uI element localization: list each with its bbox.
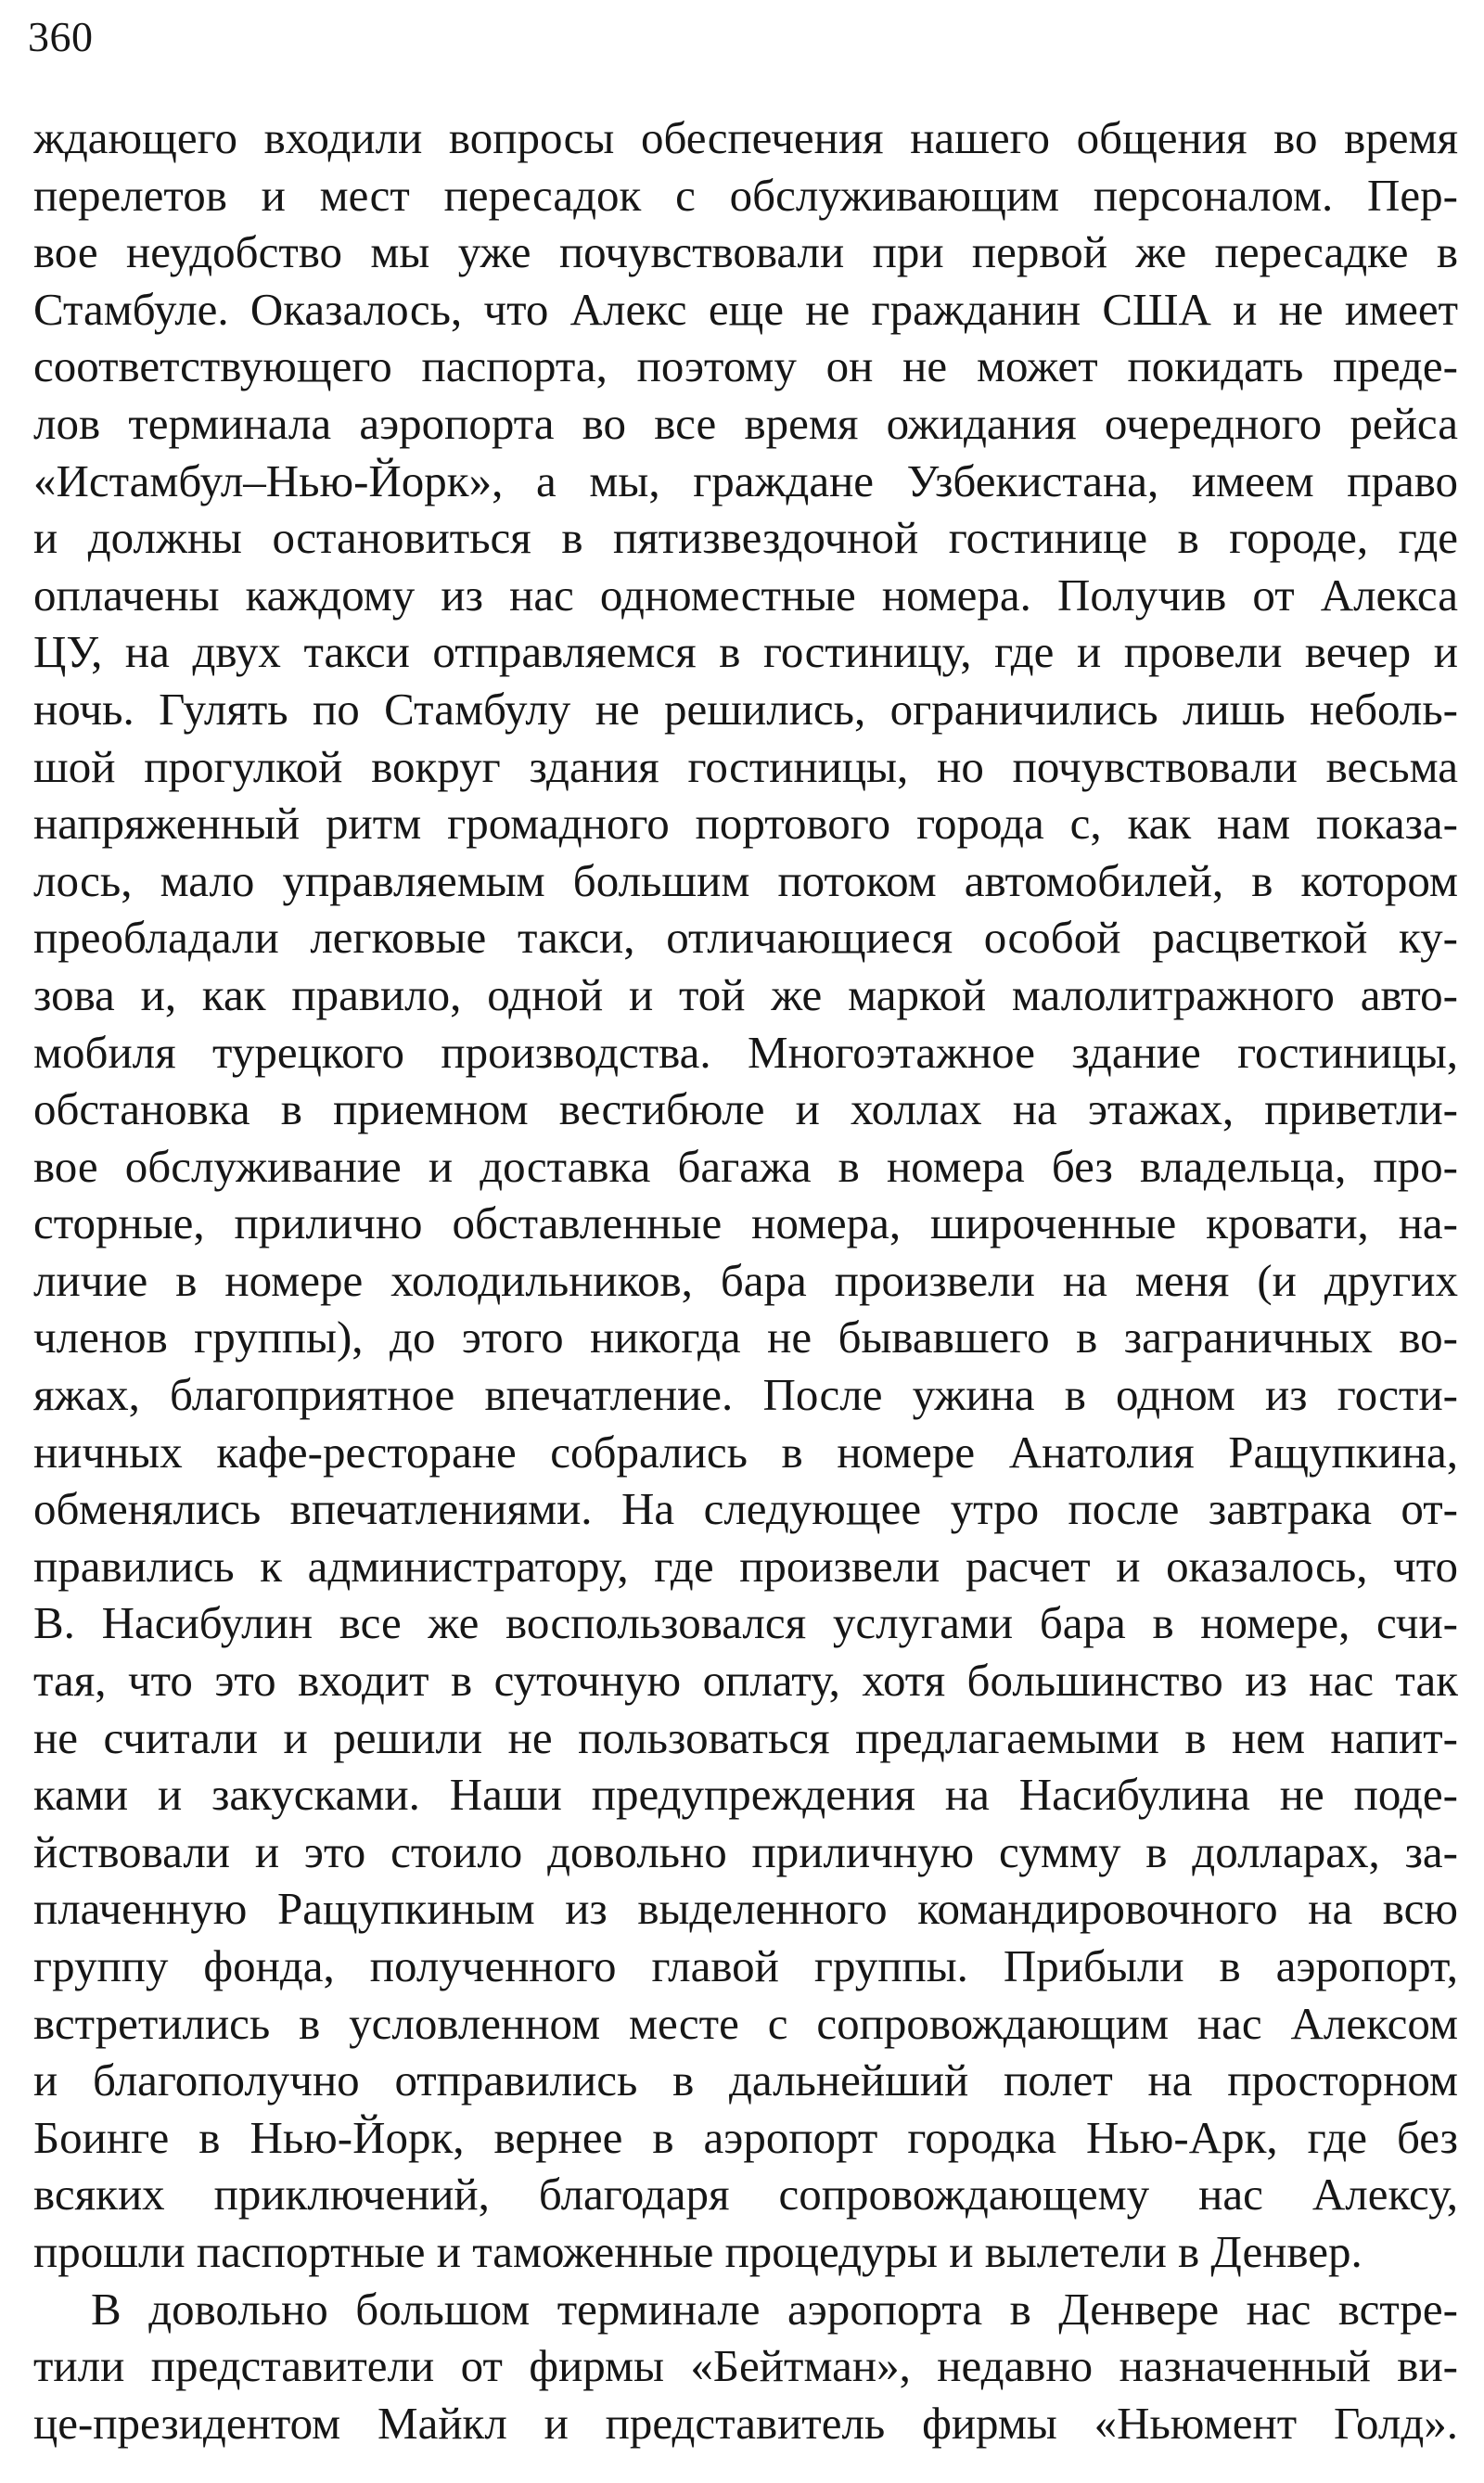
text-line: группу фонда, полученного главой группы. Прибыли в аэропорт,: [33, 1940, 1458, 1991]
text-line: Стамбуле. Оказалось, что Алекс еще не гражданин США и не имеет: [33, 283, 1458, 335]
text-line: напряженный ритм громадного портового города с, как нам показа-: [33, 798, 1458, 850]
text-line: зова и, как правило, одной и той же маркой малолитражного авто-: [33, 968, 1458, 1020]
text-line: тили представители от фирмы «Бейтман», недавно назначенный ви-: [33, 2340, 1458, 2392]
text-line: соответствующего паспорта, поэтому он не может покидать преде-: [33, 340, 1458, 392]
text-line: лось, мало управляемым большим потоком автомобилей, в котором: [33, 854, 1458, 906]
text-line: вое обслуживание и доставка багажа в номера без владельца, про-: [33, 1140, 1458, 1192]
text-line: яжах, благоприятное впечатление. После ужина в одном из гости-: [33, 1369, 1458, 1421]
text-line: «Истамбул–Нью-Йорк», а мы, граждане Узбекистана, имеем право: [33, 454, 1458, 506]
text-line: перелетов и мест пересадок с обслуживающим персоналом. Пер-: [33, 169, 1458, 221]
text-line: йствовали и это стоило довольно приличную сумму в долларах, за-: [33, 1825, 1458, 1877]
text-line: сторные, прилично обставленные номера, широченные кровати, на-: [33, 1197, 1458, 1249]
text-line: В довольно большом терминале аэропорта в Денвере нас встре-: [91, 2283, 1458, 2335]
body-text: [33, 109, 1458, 2451]
text-line: встретились в условленном месте с сопровождающим нас Алексом: [33, 1997, 1458, 2049]
text-line: вое неудобство мы уже почувствовали при первой же пересадке в: [33, 226, 1458, 278]
text-line: Боинге в Нью-Йорк, вернее в аэропорт городка Нью-Арк, где без: [33, 2111, 1458, 2163]
text-line: це-президентом Майкл и представитель фирмы «Ньюмент Голд».: [33, 2397, 1458, 2449]
text-line: и благополучно отправились в дальнейший полет на просторном: [33, 2054, 1458, 2106]
text-line: не считали и решили не пользоваться предлагаемыми в нем напит-: [33, 1711, 1458, 1763]
text-line: и должны остановиться в пятизвездочной гостинице в городе, где: [33, 512, 1458, 564]
text-line: преобладали легковые такси, отличающиеся особой расцветкой ку-: [33, 912, 1458, 964]
text-line: обстановка в приемном вестибюле и холлах на этажах, приветли-: [33, 1083, 1458, 1135]
text-line: правились к администратору, где произвели расчет и оказалось, что: [33, 1540, 1458, 1592]
text-line: шой прогулкой вокруг здания гостиницы, но почувствовали весьма: [33, 740, 1458, 792]
text-line: ЦУ, на двух такси отправляемся в гостиницу, где и провели вечер и: [33, 626, 1458, 678]
text-line: прошли паспортные и таможенные процедуры и вылетели в Денвер.: [33, 2225, 1362, 2277]
text-line: тая, что это входит в суточную оплату, хотя большинство из нас так: [33, 1655, 1458, 1707]
text-line: ничных кафе-ресторане собрались в номере Анатолия Ращупкина,: [33, 1426, 1458, 1478]
text-line: всяких приключений, благодаря сопровождающему нас Алексу,: [33, 2169, 1458, 2221]
text-line: оплачены каждому из нас одноместные номера. Получив от Алекса: [33, 569, 1458, 621]
text-line: ждающего входили вопросы обеспечения нашего общения во время: [33, 112, 1458, 163]
text-line: мобиля турецкого производства. Многоэтажное здание гостиницы,: [33, 1026, 1458, 1078]
text-line: обменялись впечатлениями. На следующее утро после завтрака от-: [33, 1483, 1458, 1535]
text-line: ночь. Гулять по Стамбулу не решились, ограничились лишь неболь-: [33, 683, 1458, 735]
text-line: лов терминала аэропорта во все время ожидания очередного рейса: [33, 397, 1458, 449]
page-number: 360: [28, 13, 94, 60]
text-line: ками и закусками. Наши предупреждения на Насибулина не поде-: [33, 1769, 1458, 1821]
text-line: В. Насибулин все же воспользовался услугами бара в номере, счи-: [33, 1597, 1458, 1649]
text-line: личие в номере холодильников, бара произвели на меня (и других: [33, 1254, 1458, 1306]
text-line: членов группы), до этого никогда не бывавшего в заграничных во-: [33, 1312, 1458, 1363]
text-line: плаченную Ращупкиным из выделенного командировочного на всю: [33, 1883, 1458, 1935]
